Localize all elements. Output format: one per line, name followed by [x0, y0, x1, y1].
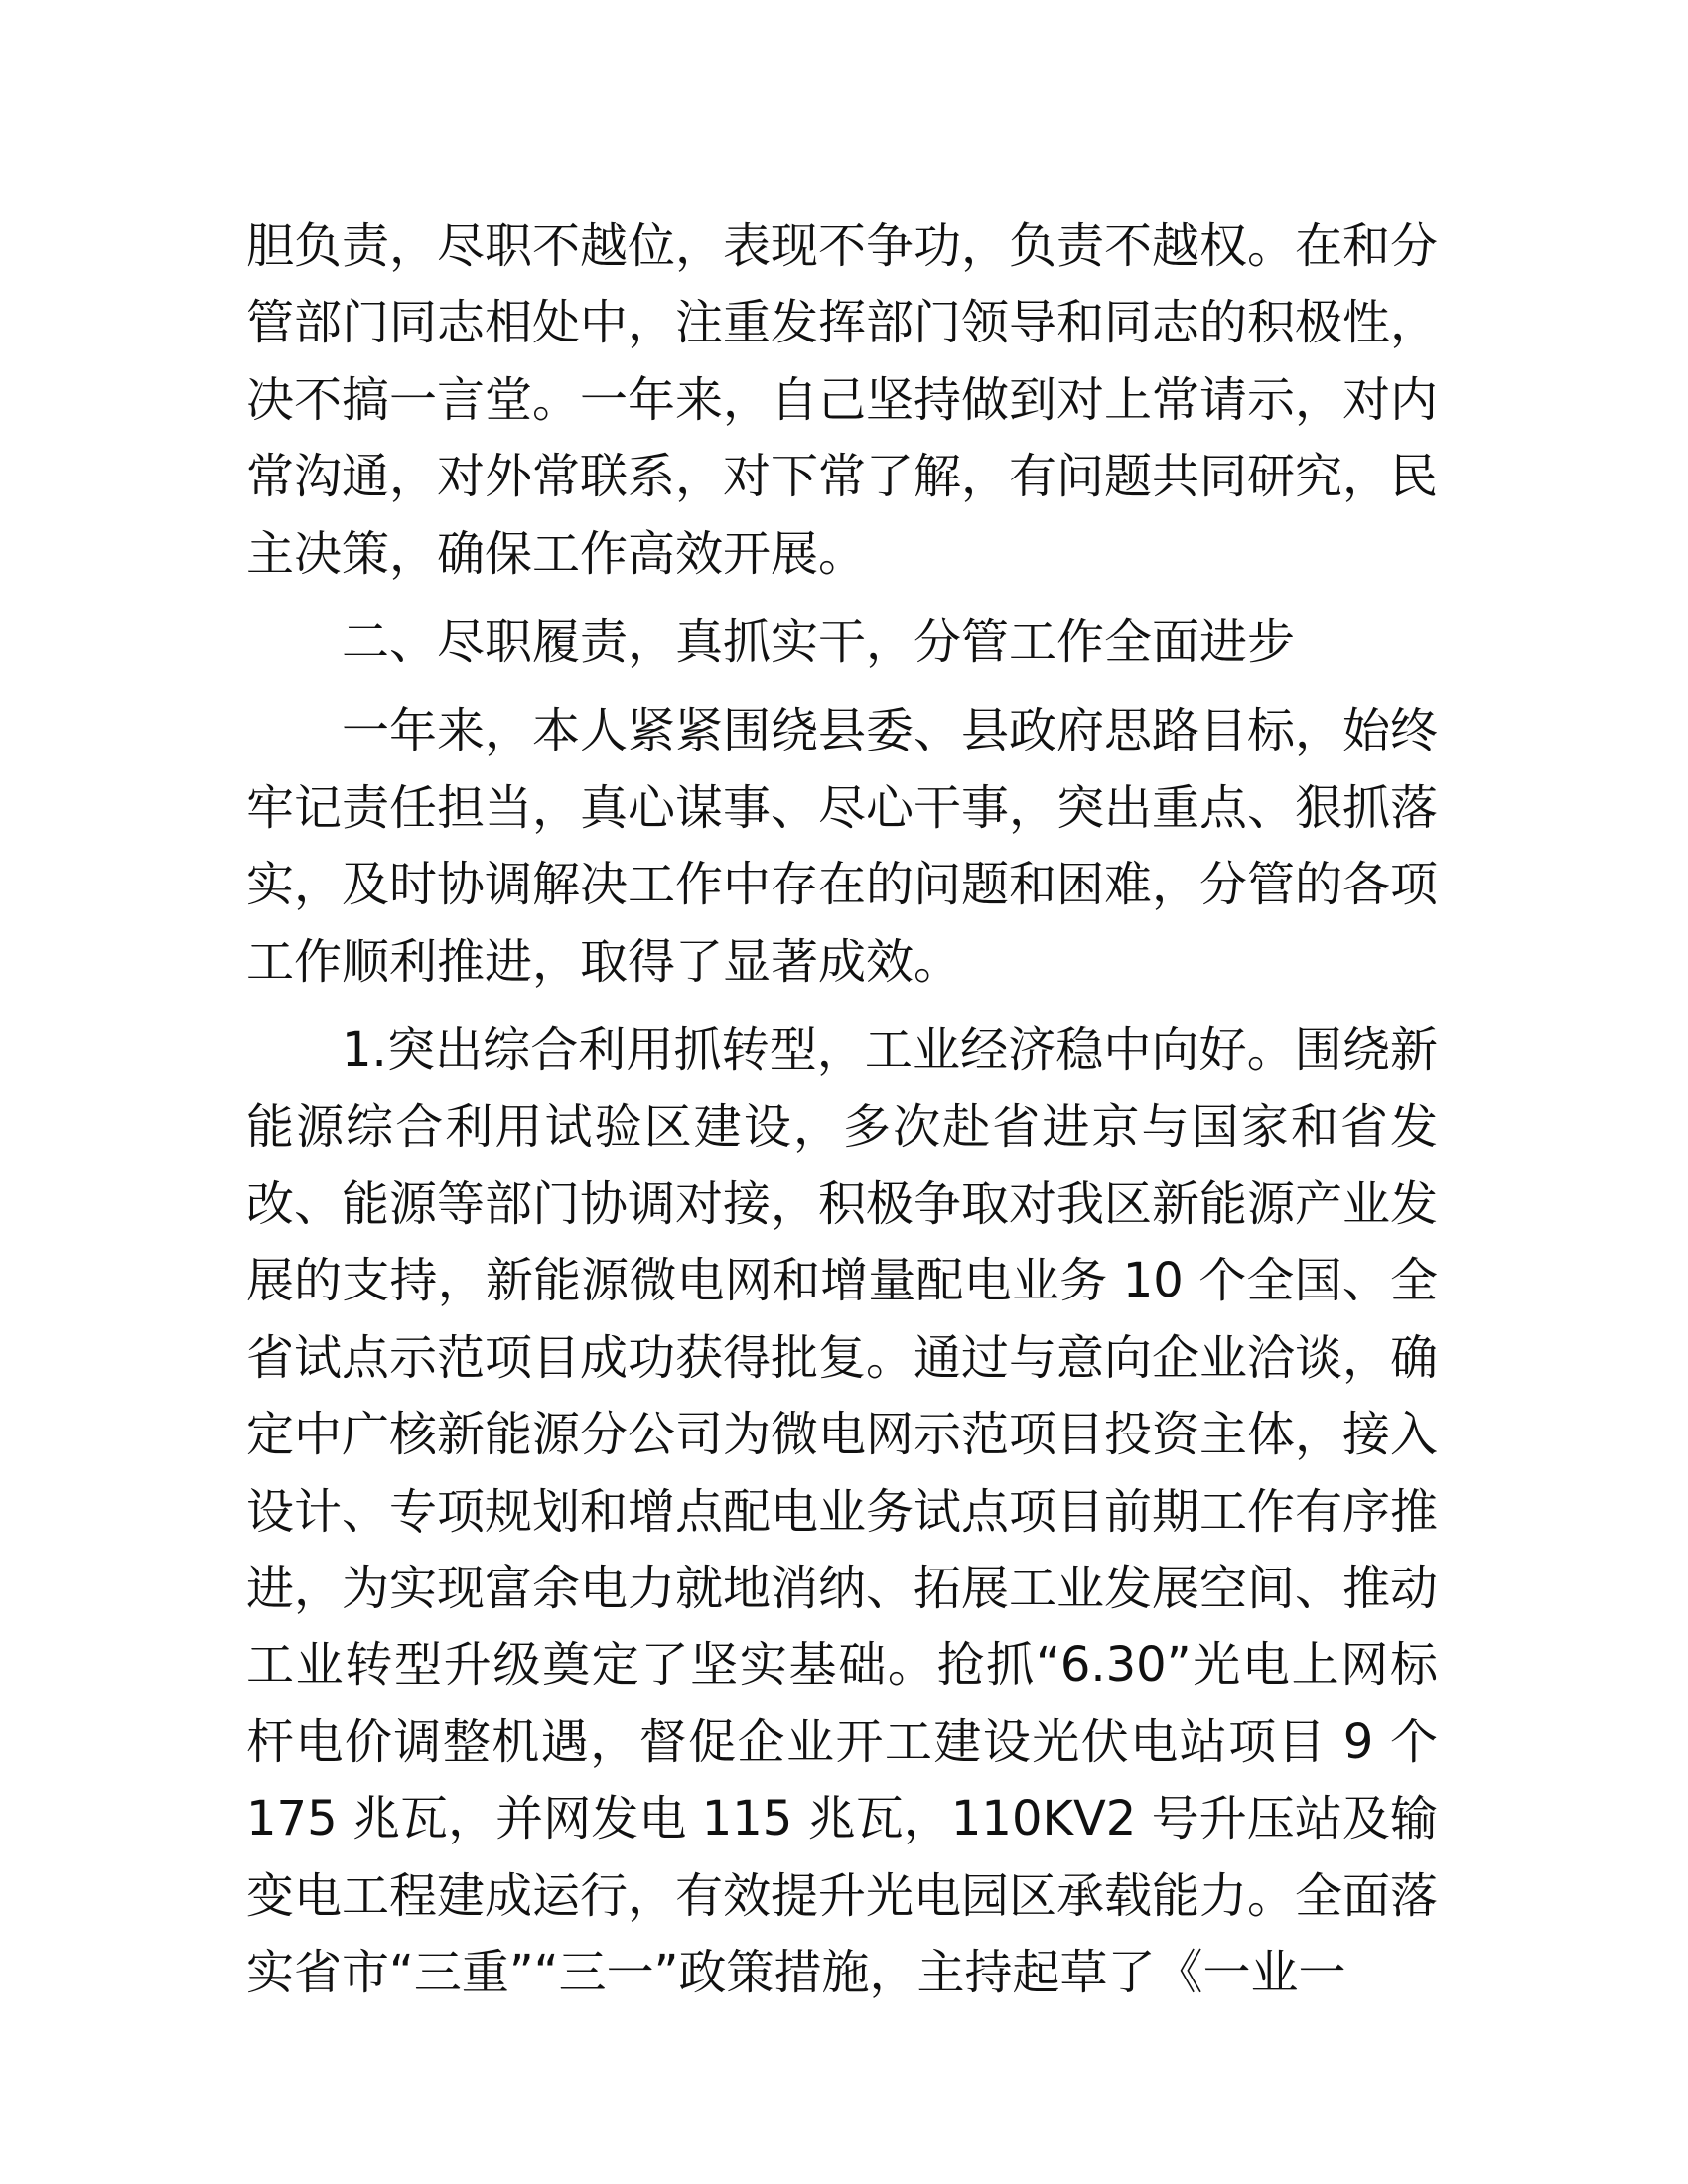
paragraph-summary: 一年来，本人紧紧围绕县委、县政府思路目标，始终牢记责任担当，真心谋事、尽心干事，突出重点、狠抓落实，及时协调解决工作中存在的问题和困难，分管的各项工作顺利推进，取得了显著成效。 [246, 703, 1439, 990]
paragraph-continuation: 胆负责，尽职不越位，表现不争功，负责不越权。在和分管部门同志相处中，注重发挥部门领导和同志的积极性，决不搞一言堂。一年来，自己坚持做到对上常请示，对内常沟通，对外常联系，对下常了解，有问题共同研究，民主决策，确保工作高效开展。 [246, 218, 1439, 582]
paragraph-item-1: 1.突出综合利用抓转型，工业经济稳中向好。围绕新能源综合利用试验区建设，多次赴省进京与国家和省发改、能源等部门协调对接，积极争取对我区新能源产业发展的支持，新能源微电网和增量配电业务 10 个全国、全省试点示范项目成功获得批复。通过与意向企业洽谈，确定中广核新能源分公司为微电网示范项目投资主体，接入设计、专项规划和增点配电业务试点项目前期工作有序推进，为实现富余电力就地消纳、拓展工业发展空间、推动工业转型升级奠定了坚实基础。抢抓“6.30”光电上网标杆电价调整机遇，督促企业开工建设光伏电站项目 9 个 175 兆瓦，并网发电 115 兆瓦，110KV2 号升压站及输变电工程建成运行，有效提升光电园区承载能力。全面落实省市“三重”“三一”政策措施，主持起草了《一业一 [246, 1023, 1439, 2000]
section-heading: 二、尽职履责，真抓实干，分管工作全面进步 [342, 614, 1296, 671]
body-text [246, 208, 1438, 2011]
